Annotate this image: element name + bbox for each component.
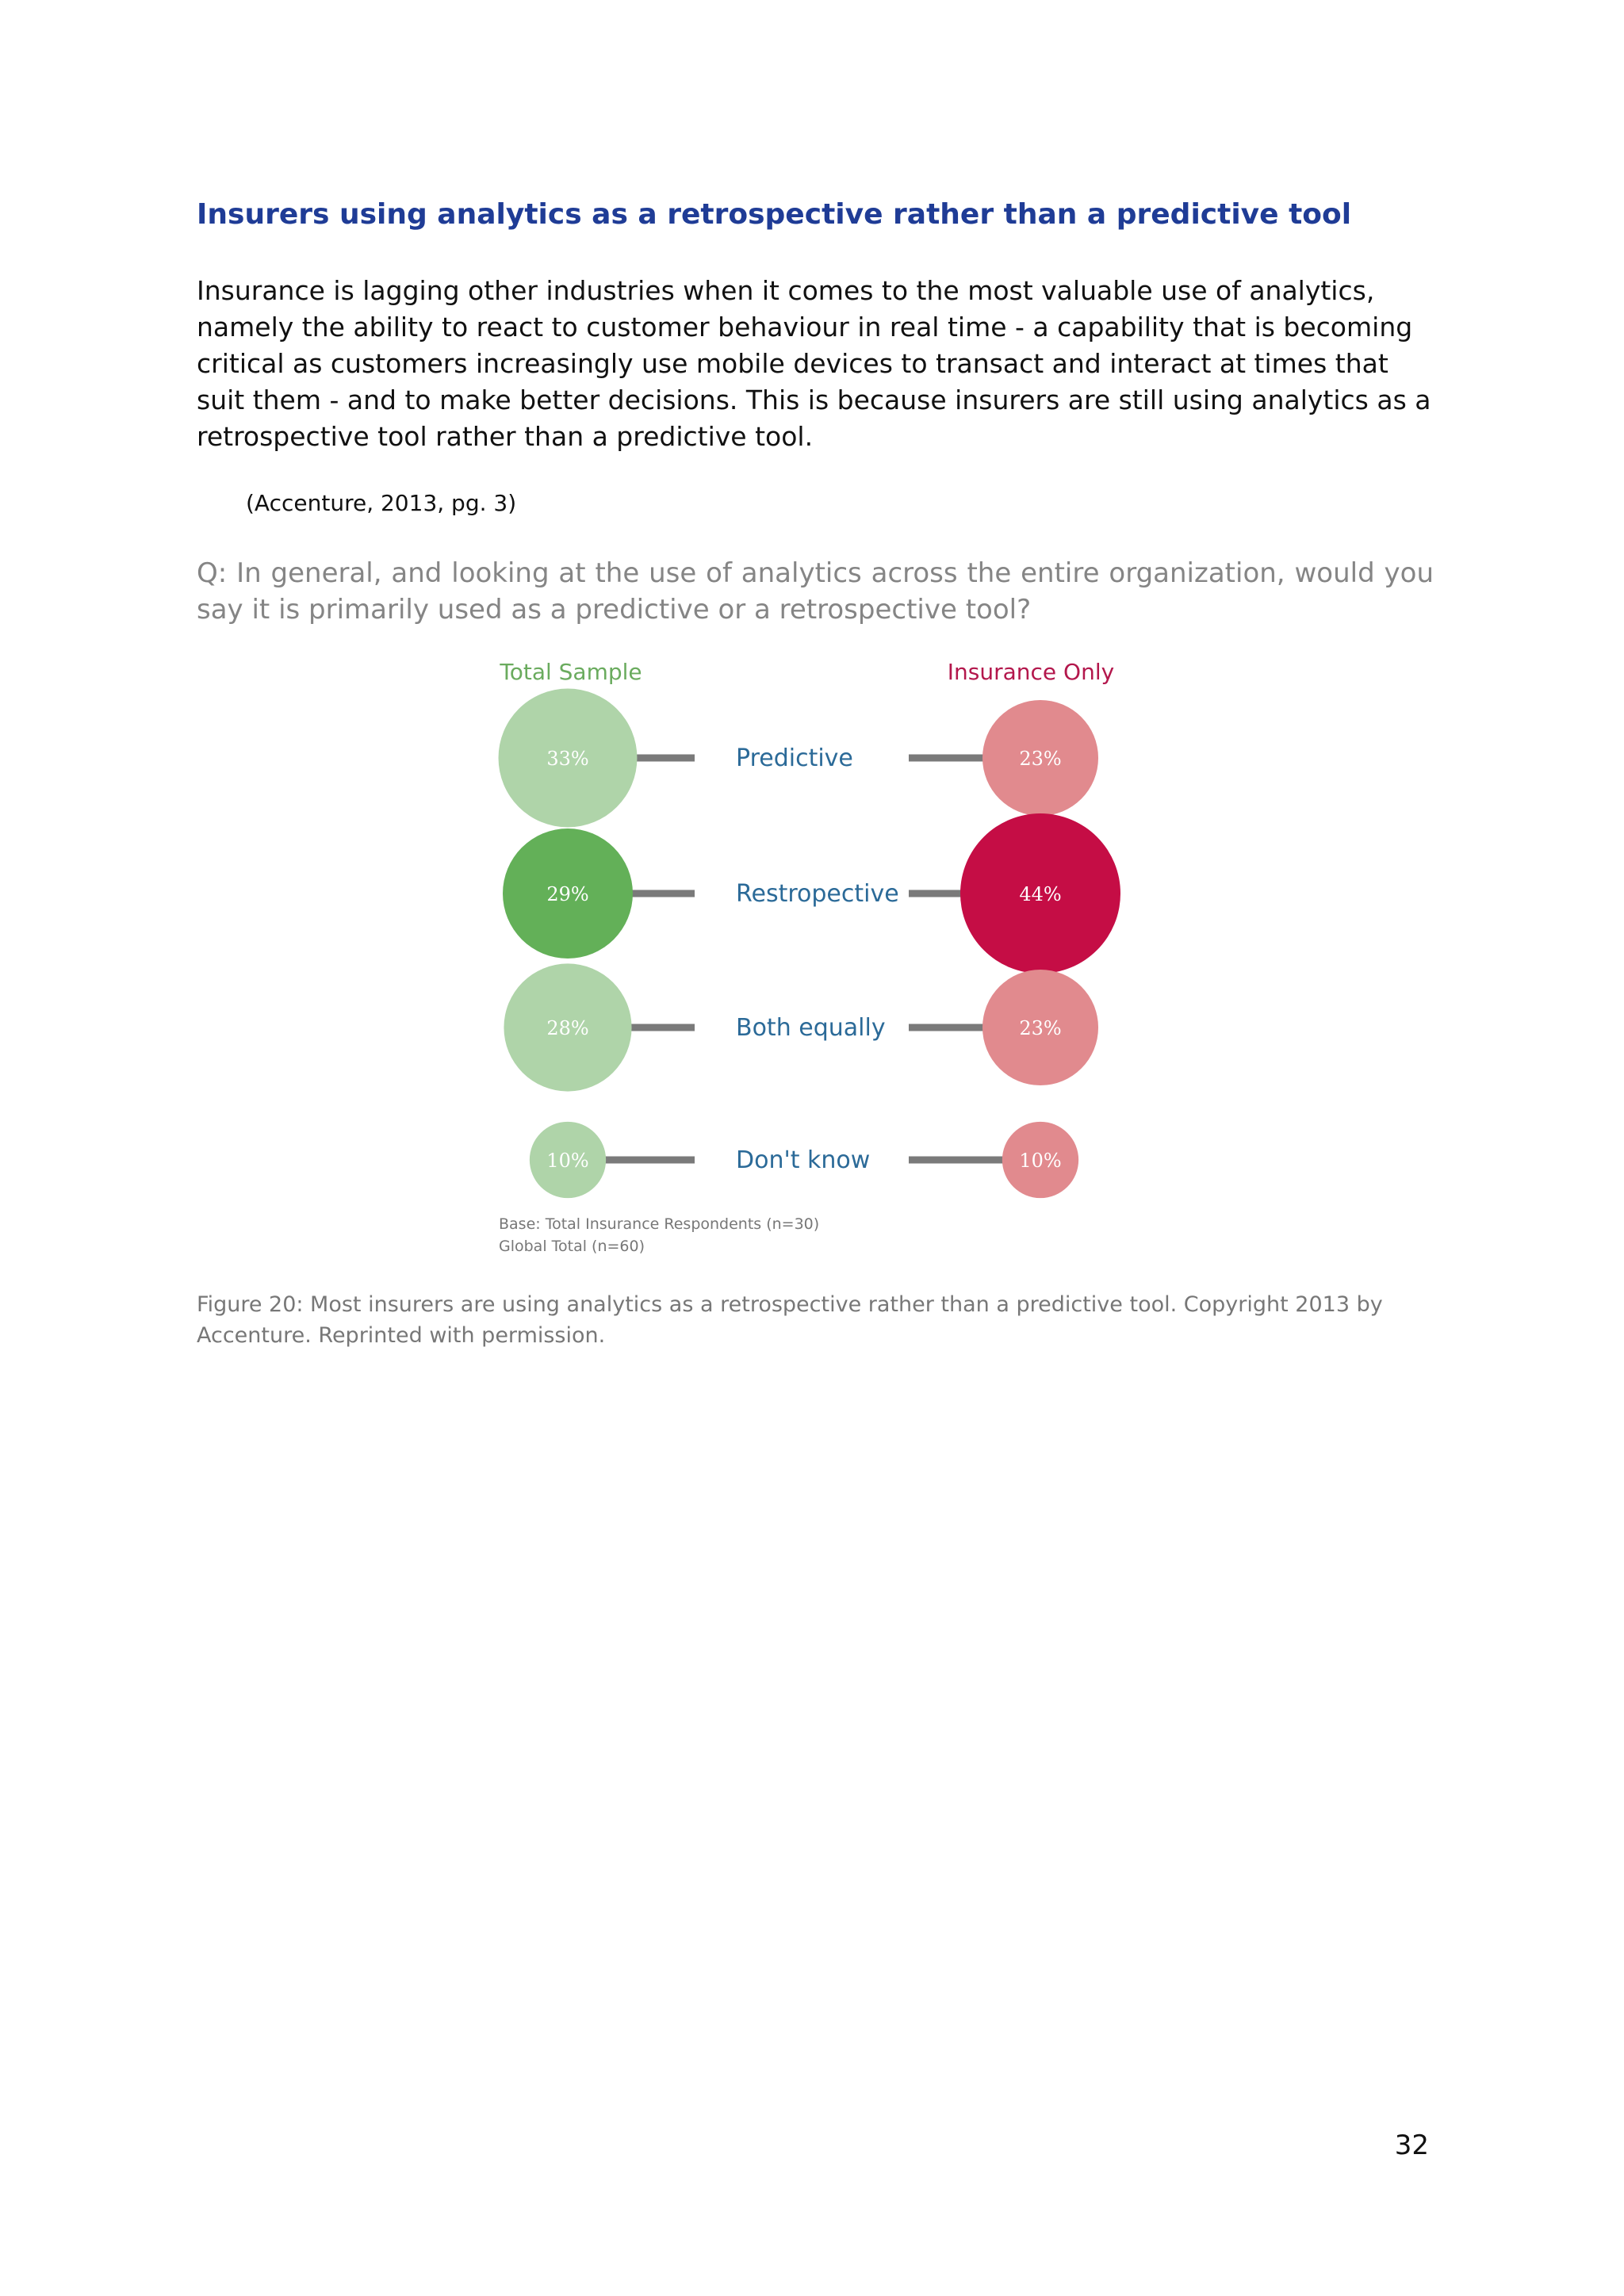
chart-note-1: Global Total (n=60) (499, 1238, 645, 1255)
citation: (Accenture, 2013, pg. 3) (246, 490, 517, 516)
bubble-total-label-1: 29% (546, 883, 589, 905)
series-header-0: Total Sample (500, 659, 642, 685)
bubble-insurance-label-1: 44% (1019, 883, 1062, 905)
category-label-2: Both equally (736, 1014, 886, 1042)
survey-question: Q: In general, and looking at the use of analytics across the entire organization, would you say it is primarily used as a predictive or a retrospective tool? (197, 557, 1434, 626)
section-heading: Insurers using analytics as a retrospective rather than a predictive tool (197, 198, 1352, 231)
category-label-1: Restropective (736, 880, 899, 908)
bubble-insurance-label-0: 23% (1019, 748, 1062, 770)
bubble-total-label-3: 10% (546, 1150, 589, 1172)
series-header-1: Insurance Only (947, 659, 1115, 685)
bubble-total-label-2: 28% (546, 1017, 589, 1039)
bubble-insurance-label-3: 10% (1019, 1150, 1062, 1172)
category-label-0: Predictive (736, 744, 853, 772)
chart-note-0: Base: Total Insurance Respondents (n=30) (499, 1215, 820, 1233)
body-paragraph: Insurance is lagging other industries when it comes to the most valuable use of analytics, namely the ability to react to customer behaviour in real time - a capability that is becoming critical as customers increasingly use mobile devices to transact and interact at times that suit them - and to make better decisions. This is because insurers are still using analytics as a retrospective tool rather than a predictive tool. (197, 275, 1431, 452)
bubble-insurance-label-2: 23% (1019, 1017, 1062, 1039)
figure-caption: Figure 20: Most insurers are using analytics as a retrospective rather than a predictive tool. Copyright 2013 by Accenture. Reprinted with permission. (197, 1292, 1383, 1348)
category-label-3: Don't know (736, 1146, 871, 1174)
bubble-total-label-0: 33% (546, 748, 589, 770)
page-number: 32 (1394, 2130, 1429, 2161)
